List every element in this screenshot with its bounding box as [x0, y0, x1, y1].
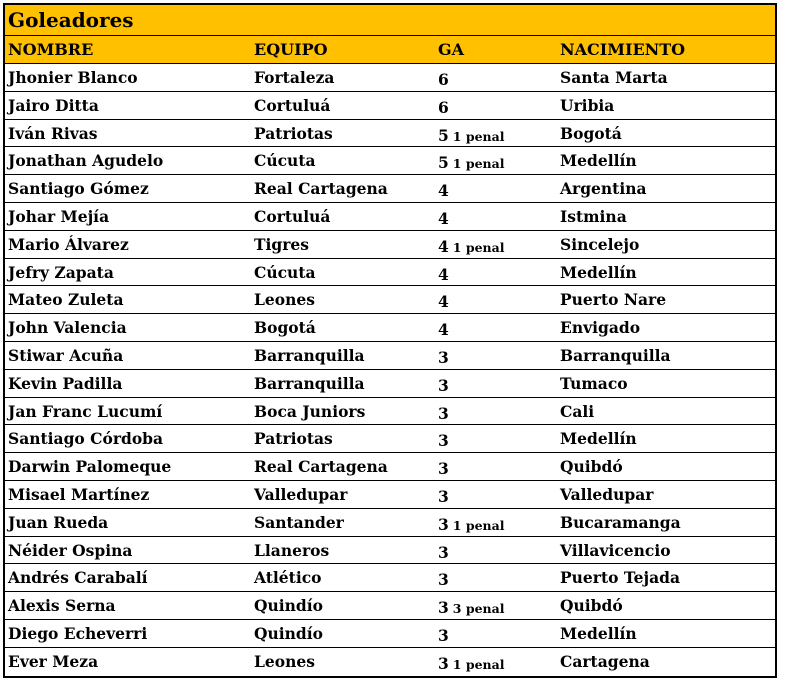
- player-goals-cell: [436, 370, 558, 397]
- player-team: Quindío: [254, 623, 323, 643]
- player-team: Atlético: [254, 568, 322, 588]
- player-birthplace: Bogotá: [560, 123, 622, 143]
- player-goals-cell: [436, 64, 558, 91]
- player-team: Quindío: [254, 596, 323, 616]
- player-team: Valledupar: [254, 484, 348, 504]
- player-goals: 4: [438, 320, 449, 340]
- player-birthplace: Puerto Nare: [560, 290, 667, 310]
- player-goals: 3: [438, 459, 449, 479]
- penalty-note: 1 penal: [452, 239, 505, 255]
- player-team: Cúcuta: [254, 151, 316, 171]
- player-goals: 3: [438, 514, 449, 534]
- player-birthplace: Barranquilla: [560, 345, 671, 365]
- player-birthplace: Argentina: [560, 179, 647, 199]
- table-row: [5, 92, 775, 120]
- header-row: [5, 36, 775, 64]
- player-goals-cell: [436, 231, 558, 258]
- player-goals-cell: [436, 286, 558, 313]
- player-team: Patriotas: [254, 429, 333, 449]
- player-name: Jairo Ditta: [8, 95, 99, 115]
- table-row: [5, 453, 775, 481]
- table-row: [5, 648, 775, 676]
- player-name: Jefry Zapata: [8, 262, 114, 282]
- penalty-note: 1 penal: [452, 517, 505, 533]
- player-goals: 4: [438, 208, 449, 228]
- player-birthplace: Tumaco: [560, 373, 628, 393]
- player-team: Leones: [254, 651, 315, 671]
- player-name: Alexis Serna: [8, 596, 116, 616]
- table-row: [5, 509, 775, 537]
- player-birthplace: Quibdó: [560, 457, 623, 477]
- player-goals-cell: [436, 564, 558, 591]
- player-goals-cell: [436, 147, 558, 174]
- player-goals: 6: [438, 70, 449, 89]
- table-row: [5, 147, 775, 175]
- player-name: Johar Mejía: [8, 206, 110, 226]
- scorers-table: [3, 3, 777, 678]
- player-name: Iván Rivas: [8, 123, 98, 143]
- player-team: Leones: [254, 290, 315, 310]
- table-row: [5, 398, 775, 426]
- player-goals-cell: [436, 481, 558, 508]
- player-birthplace: Valledupar: [560, 484, 654, 504]
- player-goals: 6: [438, 97, 449, 117]
- player-name: Jan Franc Lucumí: [8, 401, 163, 421]
- player-goals-cell: [436, 537, 558, 564]
- table-title: Goleadores: [5, 5, 775, 36]
- player-team: Fortaleza: [254, 68, 335, 87]
- player-birthplace: Sincelejo: [560, 234, 640, 254]
- player-name: Néider Ospina: [8, 540, 133, 560]
- player-goals: 3: [438, 598, 449, 618]
- player-goals-cell: [436, 648, 558, 676]
- player-team: Cúcuta: [254, 262, 316, 282]
- player-birthplace: Bucaramanga: [560, 512, 681, 532]
- table-row: [5, 286, 775, 314]
- player-goals-cell: [436, 120, 558, 147]
- player-goals: 3: [438, 625, 449, 645]
- player-team: Cortuluá: [254, 95, 331, 115]
- player-team: Tigres: [254, 234, 310, 254]
- player-birthplace: Istmina: [560, 206, 627, 226]
- player-goals: 3: [438, 347, 449, 367]
- table-row: [5, 203, 775, 231]
- player-name: Santiago Gómez: [8, 179, 149, 199]
- table-body: [5, 64, 775, 676]
- player-goals: 5: [438, 125, 449, 145]
- player-goals-cell: [436, 92, 558, 119]
- player-goals-cell: [436, 398, 558, 425]
- header-birthplace: NACIMIENTO: [560, 40, 686, 59]
- player-name: Jonathan Agudelo: [8, 151, 164, 171]
- player-goals-cell: [436, 453, 558, 480]
- table-row: [5, 592, 775, 620]
- penalty-note: 1 penal: [452, 156, 505, 172]
- player-goals: 3: [438, 375, 449, 395]
- table-row: [5, 175, 775, 203]
- header-team: EQUIPO: [254, 40, 328, 59]
- player-goals: 3: [438, 570, 449, 590]
- player-goals: 4: [438, 264, 449, 284]
- player-birthplace: Medellín: [560, 151, 637, 171]
- player-team: Bogotá: [254, 318, 316, 338]
- player-goals-cell: [436, 509, 558, 536]
- header-goals: GA: [438, 40, 465, 59]
- player-team: Barranquilla: [254, 345, 365, 365]
- player-birthplace: Envigado: [560, 318, 641, 338]
- player-name: Jhonier Blanco: [8, 68, 138, 87]
- player-name: Santiago Córdoba: [8, 429, 164, 449]
- player-name: Stiwar Acuña: [8, 345, 124, 365]
- player-goals: 5: [438, 153, 449, 173]
- player-birthplace: Medellín: [560, 623, 637, 643]
- penalty-note: 1 penal: [452, 128, 505, 144]
- penalty-note: 1 penal: [452, 656, 505, 672]
- player-name: Misael Martínez: [8, 484, 150, 504]
- player-goals: 3: [438, 542, 449, 562]
- player-name: Diego Echeverri: [8, 623, 148, 643]
- table-row: [5, 481, 775, 509]
- player-goals-cell: [436, 425, 558, 452]
- player-birthplace: Uribia: [560, 95, 615, 115]
- player-name: Mateo Zuleta: [8, 290, 124, 310]
- player-birthplace: Puerto Tejada: [560, 568, 680, 588]
- player-team: Real Cartagena: [254, 179, 388, 199]
- player-birthplace: Cali: [560, 401, 595, 421]
- player-goals: 4: [438, 181, 449, 201]
- header-name: NOMBRE: [8, 40, 94, 59]
- player-team: Patriotas: [254, 123, 333, 143]
- player-goals-cell: [436, 342, 558, 369]
- player-team: Cortuluá: [254, 206, 331, 226]
- table-row: [5, 231, 775, 259]
- table-row: [5, 314, 775, 342]
- player-birthplace: Medellín: [560, 262, 637, 282]
- player-goals: 4: [438, 236, 449, 256]
- player-goals: 4: [438, 292, 449, 312]
- table-row: [5, 370, 775, 398]
- player-birthplace: Quibdó: [560, 596, 623, 616]
- player-goals-cell: [436, 592, 558, 619]
- player-birthplace: Villavicencio: [560, 540, 671, 560]
- player-team: Boca Juniors: [254, 401, 366, 421]
- table-row: [5, 620, 775, 648]
- player-name: Juan Rueda: [8, 512, 109, 532]
- player-team: Santander: [254, 512, 344, 532]
- table-row: [5, 259, 775, 287]
- table-row: [5, 120, 775, 148]
- table-row: [5, 342, 775, 370]
- player-birthplace: Santa Marta: [560, 68, 668, 87]
- table-row: [5, 425, 775, 453]
- player-name: John Valencia: [8, 318, 127, 338]
- player-goals: 3: [438, 486, 449, 506]
- player-birthplace: Medellín: [560, 429, 637, 449]
- player-goals-cell: [436, 259, 558, 286]
- player-goals: 3: [438, 403, 449, 423]
- player-name: Ever Meza: [8, 651, 99, 671]
- player-birthplace: Cartagena: [560, 651, 650, 671]
- player-name: Andrés Carabalí: [8, 568, 148, 588]
- player-goals-cell: [436, 314, 558, 341]
- player-goals-cell: [436, 203, 558, 230]
- table-row: [5, 564, 775, 592]
- player-goals: 3: [438, 653, 449, 673]
- player-team: Barranquilla: [254, 373, 365, 393]
- player-name: Mario Álvarez: [8, 234, 129, 254]
- table-row: [5, 537, 775, 565]
- player-goals-cell: [436, 620, 558, 647]
- player-name: Darwin Palomeque: [8, 457, 172, 477]
- player-name: Kevin Padilla: [8, 373, 123, 393]
- player-goals: 3: [438, 431, 449, 451]
- table-row: [5, 64, 775, 92]
- penalty-note: 3 penal: [452, 601, 505, 617]
- player-goals-cell: [436, 175, 558, 202]
- player-team: Llaneros: [254, 540, 330, 560]
- player-team: Real Cartagena: [254, 457, 388, 477]
